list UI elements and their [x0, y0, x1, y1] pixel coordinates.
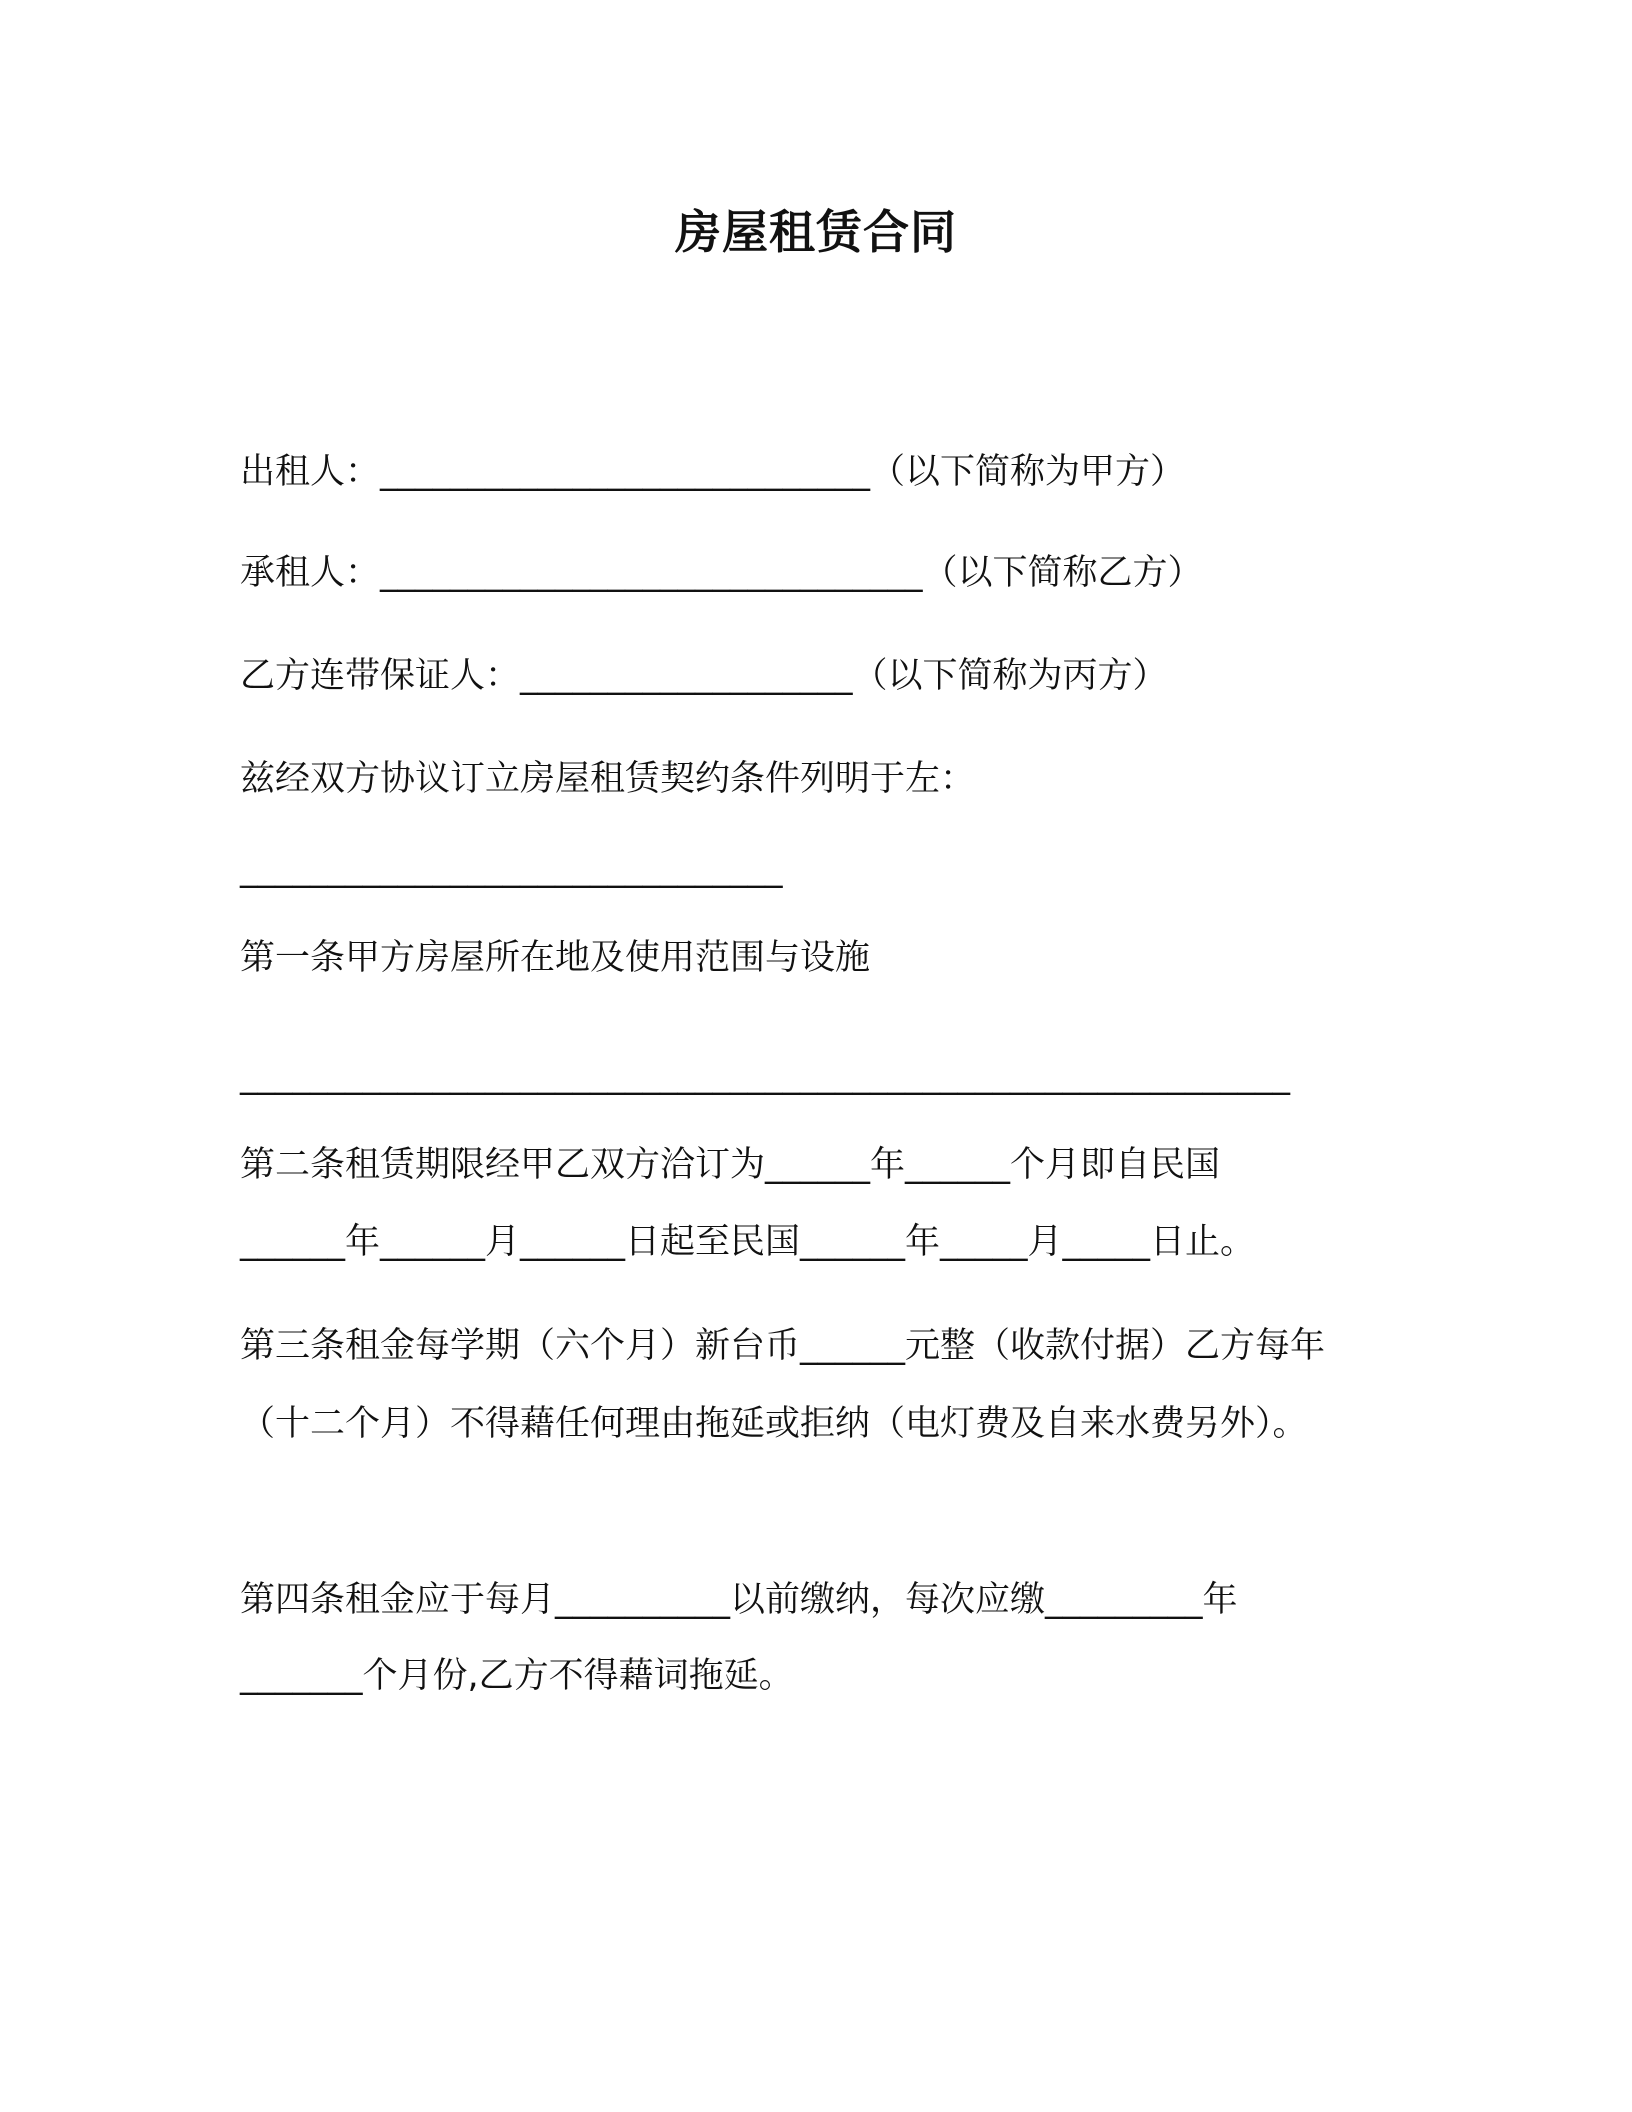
- article-3-paragraph: 第三条租金每学期（六个月）新台币______元整（收款付据）乙方每年（十二个月）不得藉任何理由拖延或拒纳（电灯费及自来水费另外）。: [240, 1326, 1326, 1444]
- article-4-line-2: _______个月份,乙方不得藉词拖延。: [240, 1656, 794, 1696]
- lessor-line: 出租人：____________________________（以下简称为甲方）: [240, 452, 1186, 492]
- agreement-intro-line: 兹经双方协议订立房屋租赁契约条件列明于左：: [240, 759, 976, 799]
- document-title: 房屋租赁合同: [675, 205, 957, 259]
- article-1-heading: 第一条甲方房屋所在地及使用范围与设施: [240, 938, 871, 978]
- article-4-line-1: 第四条租金应于每月__________以前缴纳，每次应缴_________年: [240, 1580, 1238, 1620]
- blank-underline-2: ____________________________________________________________: [240, 1056, 1290, 1096]
- blank-underline-1: _______________________________: [240, 849, 783, 889]
- lessee-line: 承租人：_______________________________（以下简称乙方）: [240, 553, 1203, 593]
- article-2-line-1: 第二条租赁期限经甲乙双方洽订为______年______个月即自民国: [240, 1145, 1221, 1185]
- guarantor-line: 乙方连带保证人：___________________（以下简称为丙方）: [240, 656, 1168, 696]
- article-2-line-2: ______年______月______日起至民国______年_____月_____日止。: [240, 1222, 1256, 1262]
